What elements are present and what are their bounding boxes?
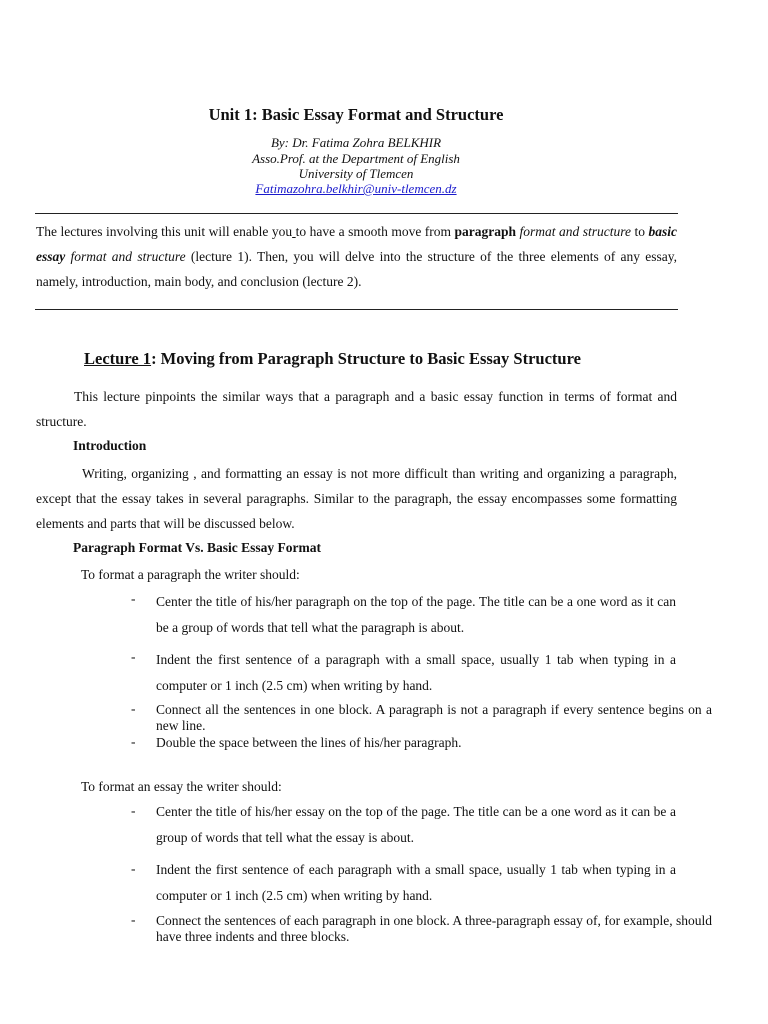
essay-format-lead: To format an essay the writer should: xyxy=(81,779,282,794)
paragraph-item-spacing: Double the space between the lines of his/her paragraph. xyxy=(156,735,462,750)
intro-text-4: (lecture 1). Then, you will delve into the structure of the three elements of any essay, namely, introduction, main body, and conclusion (lecture 2). xyxy=(36,249,677,289)
list-bullet: - xyxy=(131,591,136,606)
author-position: Asso.Prof. at the Department of English xyxy=(252,151,460,166)
introduction-heading: Introduction xyxy=(73,438,147,453)
paragraph-item-indent: Indent the first sentence of a paragraph with a small space, usually 1 tab when typing in a computer or 1 inch (2.5 cm) when writing by hand. xyxy=(156,652,676,693)
intro-bold-essay: basic essay xyxy=(36,224,678,264)
intro-italic-2: format and structure xyxy=(65,249,186,264)
unit-intro-paragraph xyxy=(36,219,677,294)
list-bullet: - xyxy=(131,649,136,664)
lecture-label: Lecture 1 xyxy=(84,349,152,368)
essay-item-indent: Indent the first sentence of each paragraph with a small space, usually 1 tab when typing in a computer or 1 inch (2.5 cm) when writing by hand. xyxy=(156,862,676,903)
format-heading: Paragraph Format Vs. Basic Essay Format xyxy=(73,540,321,555)
bottom-divider xyxy=(35,309,678,310)
essay-item-block: Connect the sentences of each paragraph in one block. A three-paragraph essay of, for example, should have three indents and three blocks. xyxy=(156,913,712,944)
author-university: University of Tlemcen xyxy=(298,166,414,181)
intro-bold-paragraph: paragraph xyxy=(454,224,517,239)
introduction-paragraph: Writing, organizing , and formatting an essay is not more difficult than writing and organizing a paragraph, except that the essay takes in several paragraphs. Similar to the paragraph, the essay encompasses some formatting elements and parts that will be discussed below. xyxy=(36,466,677,531)
intro-italic-1: format and structure xyxy=(516,224,632,239)
paragraph-item-block: Connect all the sentences in one block. A paragraph is not a paragraph if every sentence begins on a new line. xyxy=(156,702,712,733)
lecture-opening: This lecture pinpoints the similar ways that a paragraph and a basic essay function in terms of format and structure. xyxy=(36,389,677,429)
paragraph-item-title: Center the title of his/her paragraph on the top of the page. The title can be a one word as it can be a group of words that tell what the paragraph is about. xyxy=(156,594,676,635)
intro-text-3: to xyxy=(631,224,649,239)
lecture-heading xyxy=(84,349,581,369)
intro-text-1: The lectures involving this unit will enable you xyxy=(36,224,293,239)
author-email-link[interactable]: Fatimazohra.belkhir@univ-tlemcen.dz xyxy=(255,181,457,196)
list-bullet: - xyxy=(131,912,136,927)
list-bullet: - xyxy=(131,734,136,749)
intro-text-2: to have a smooth move from xyxy=(295,224,455,239)
list-bullet: - xyxy=(131,701,136,716)
list-bullet: - xyxy=(131,861,136,876)
lecture-title: : Moving from Paragraph Structure to Basic Essay Structure xyxy=(151,349,581,368)
paragraph-format-lead: To format a paragraph the writer should: xyxy=(81,567,300,582)
top-divider xyxy=(35,213,678,214)
list-bullet: - xyxy=(131,803,136,818)
essay-item-title: Center the title of his/her essay on the top of the page. The title can be a one word as it can be a group of words that tell what the essay is about. xyxy=(156,804,676,845)
document-title: Unit 1: Basic Essay Format and Structure xyxy=(208,105,504,124)
author-name: By: Dr. Fatima Zohra BELKHIR xyxy=(270,135,442,150)
author-email-line xyxy=(0,181,712,196)
